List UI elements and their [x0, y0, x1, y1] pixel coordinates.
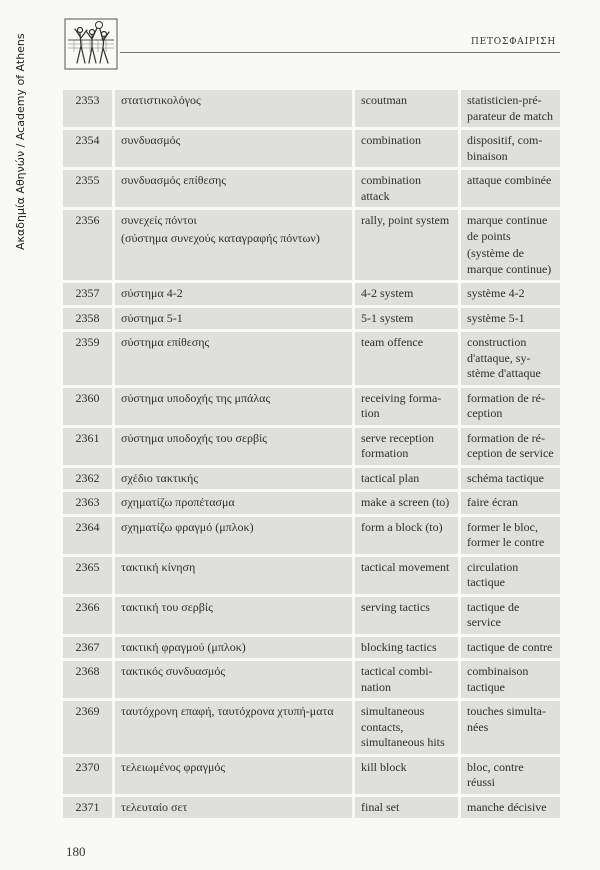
- french-term-line: combinaison tactique: [467, 664, 529, 694]
- greek-term: [114, 515, 354, 555]
- english-term: 5-1 system: [354, 306, 460, 331]
- greek-term-line: σχηματίζω προπέτασμα: [121, 495, 235, 509]
- french-term-line: tactique de contre: [467, 639, 553, 654]
- greek-term-line: (σύστημα συνεχούς καταγραφής πόντων): [121, 230, 320, 245]
- french-term-line: attaque combinée: [467, 173, 552, 187]
- english-term: tactical plan: [354, 466, 460, 491]
- french-term-line: marque continue de points: [467, 213, 548, 243]
- french-term: [460, 466, 562, 491]
- greek-term-line: τακτική φραγμού (μπλοκ): [121, 639, 246, 654]
- greek-term: [114, 169, 354, 209]
- french-term-line: bloc, contre réussi: [467, 759, 524, 789]
- entry-row: [62, 282, 562, 307]
- english-term: scoutman: [354, 89, 460, 129]
- french-term: [460, 306, 562, 331]
- entry-row: [62, 386, 562, 426]
- greek-term-line: τακτικός συνδυασμός: [121, 664, 226, 678]
- french-term-line: formation de ré-ception de service: [467, 430, 554, 460]
- greek-term-line: συνδυασμός: [121, 133, 181, 147]
- page-number: 180: [66, 844, 86, 859]
- entry-row: [62, 209, 562, 282]
- english-term: blocking tactics: [354, 635, 460, 660]
- french-term: [460, 635, 562, 660]
- greek-term-line: σύστημα 5-1: [121, 310, 183, 325]
- entry-number: 2364: [62, 515, 114, 555]
- french-term-line: touches simulta-nées: [467, 704, 546, 734]
- entry-number: 2363: [62, 491, 114, 516]
- greek-term: [114, 426, 354, 466]
- greek-term: [114, 282, 354, 307]
- greek-term: [114, 555, 354, 595]
- english-term: form a block (to): [354, 515, 460, 555]
- running-title: ΠΕΤΟΣΦΑΙΡΙΣΗ: [470, 37, 556, 47]
- greek-term: [114, 635, 354, 660]
- french-term: [460, 386, 562, 426]
- french-term-line: schéma tactique: [467, 470, 544, 485]
- greek-term-line: σύστημα υποδοχής της μπάλας: [121, 390, 271, 405]
- french-term-line: tactique de service: [467, 599, 520, 629]
- english-term: team offence: [354, 331, 460, 387]
- greek-term-line: σύστημα 4-2: [121, 286, 183, 300]
- french-term-line: dispositif, com-binaison: [467, 133, 543, 163]
- french-term-line: faire écran: [467, 495, 518, 509]
- greek-term-line: σχηματίζω φραγμό (μπλοκ): [121, 519, 254, 534]
- english-term: rally, point system: [354, 209, 460, 282]
- entry-number: 2365: [62, 555, 114, 595]
- french-term: [460, 209, 562, 282]
- entry-row: [62, 129, 562, 169]
- french-term: [460, 795, 562, 820]
- greek-term: [114, 129, 354, 169]
- greek-term: [114, 466, 354, 491]
- entry-row: [62, 635, 562, 660]
- english-term: receiving forma-tion: [354, 386, 460, 426]
- entry-row: [62, 491, 562, 516]
- greek-term: [114, 660, 354, 700]
- french-term-line: circulation tactique: [467, 559, 519, 589]
- volleyball-players-logo-icon: [64, 18, 118, 70]
- entry-number: 2357: [62, 282, 114, 307]
- english-term: make a screen (to): [354, 491, 460, 516]
- english-term: kill block: [354, 755, 460, 795]
- greek-term: [114, 89, 354, 129]
- entry-number: 2366: [62, 595, 114, 635]
- english-term: simultaneous contacts, simultaneous hits: [354, 700, 460, 756]
- greek-term: [114, 700, 354, 756]
- greek-term: [114, 491, 354, 516]
- french-term: [460, 89, 562, 129]
- entry-row: [62, 331, 562, 387]
- entry-number: 2360: [62, 386, 114, 426]
- greek-term-line: τελειωμένος φραγμός: [121, 759, 226, 774]
- french-term: [460, 660, 562, 700]
- french-term-line: manche décisive: [467, 799, 547, 814]
- greek-term-line: τελευταίο σετ: [121, 799, 188, 814]
- entry-number: 2361: [62, 426, 114, 466]
- entry-number: 2367: [62, 635, 114, 660]
- english-term: serve reception formation: [354, 426, 460, 466]
- entry-number: 2353: [62, 89, 114, 129]
- entry-number: 2359: [62, 331, 114, 387]
- header-divider: [120, 52, 560, 53]
- terminology-table: [60, 87, 563, 821]
- french-term: [460, 555, 562, 595]
- greek-term: [114, 331, 354, 387]
- greek-term-line: σχέδιο τακτικής: [121, 470, 198, 485]
- entry-number: 2356: [62, 209, 114, 282]
- entry-row: [62, 306, 562, 331]
- entry-row: [62, 795, 562, 820]
- entry-number: 2369: [62, 700, 114, 756]
- english-term: final set: [354, 795, 460, 820]
- french-term-line: (système de marque continue): [467, 246, 552, 276]
- greek-term: [114, 209, 354, 282]
- entry-number: 2371: [62, 795, 114, 820]
- greek-term-line: συνδυασμός επίθεσης: [121, 173, 226, 187]
- english-term: tactical movement: [354, 555, 460, 595]
- entry-row: [62, 755, 562, 795]
- entry-row: [62, 89, 562, 129]
- greek-term-line: ταυτόχρονη επαφή, ταυτόχρονα χτυπή-ματα: [121, 704, 334, 718]
- entry-number: 2354: [62, 129, 114, 169]
- terminology-entries: [62, 89, 562, 820]
- english-term: 4-2 system: [354, 282, 460, 307]
- english-term: tactical combi-nation: [354, 660, 460, 700]
- entry-row: [62, 515, 562, 555]
- french-term-line: système 4-2: [467, 286, 525, 300]
- french-term-line: statisticien-pré-parateur de match: [467, 93, 553, 123]
- greek-term-line: σύστημα επίθεσης: [121, 335, 210, 349]
- french-term: [460, 700, 562, 756]
- french-term-line: construction d'attaque, sy-stème d'attaque: [467, 335, 541, 380]
- english-term: combination attack: [354, 169, 460, 209]
- greek-term: [114, 386, 354, 426]
- entry-row: [62, 426, 562, 466]
- entry-row: [62, 595, 562, 635]
- entry-number: 2368: [62, 660, 114, 700]
- sidebar-label: Ακαδημία Αθηνών / Academy of Athens: [14, 33, 27, 250]
- entry-row: [62, 169, 562, 209]
- french-term: [460, 491, 562, 516]
- entry-number: 2358: [62, 306, 114, 331]
- french-term: [460, 595, 562, 635]
- french-term: [460, 426, 562, 466]
- french-term: [460, 282, 562, 307]
- entry-number: 2355: [62, 169, 114, 209]
- entry-number: 2362: [62, 466, 114, 491]
- french-term-line: former le bloc, former le contre: [467, 519, 545, 549]
- greek-term-line: τακτική κίνηση: [121, 559, 196, 574]
- greek-term: [114, 306, 354, 331]
- french-term: [460, 331, 562, 387]
- entry-row: [62, 660, 562, 700]
- greek-term-line: σύστημα υποδοχής του σερβίς: [121, 430, 268, 445]
- french-term: [460, 169, 562, 209]
- entry-row: [62, 555, 562, 595]
- entry-number: 2370: [62, 755, 114, 795]
- french-term: [460, 515, 562, 555]
- greek-term: [114, 795, 354, 820]
- english-term: combination: [354, 129, 460, 169]
- greek-term: [114, 595, 354, 635]
- entry-row: [62, 466, 562, 491]
- entry-row: [62, 700, 562, 756]
- english-term: serving tactics: [354, 595, 460, 635]
- greek-term-line: τακτική του σερβίς: [121, 599, 213, 614]
- greek-term-line: στατιστικολόγος: [121, 93, 201, 107]
- greek-term: [114, 755, 354, 795]
- french-term: [460, 129, 562, 169]
- greek-term-line: συνεχείς πόντοι: [121, 213, 197, 227]
- french-term-line: système 5-1: [467, 310, 525, 325]
- french-term-line: formation de ré-ception: [467, 390, 545, 420]
- french-term: [460, 755, 562, 795]
